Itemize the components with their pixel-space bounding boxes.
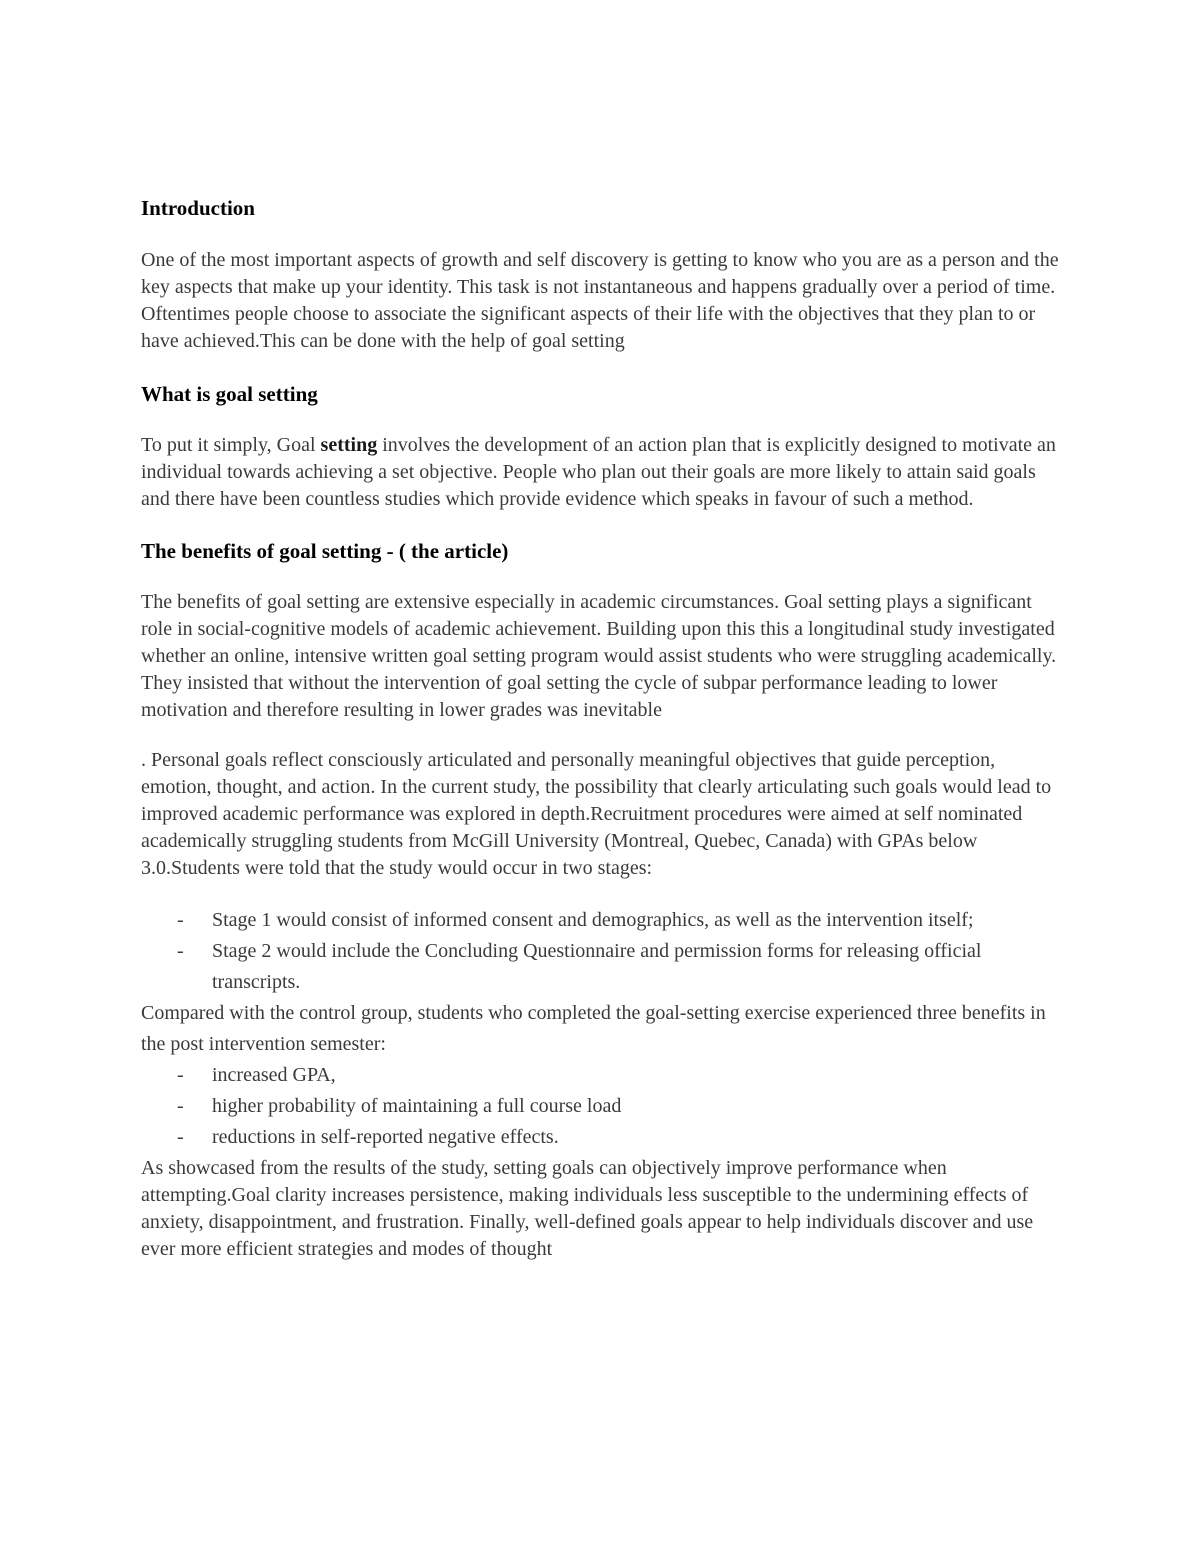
document-page <box>141 194 1061 1263</box>
dash-bullet: - <box>177 1064 184 1086</box>
list-item <box>141 936 1061 998</box>
list-item-text: reductions in self-reported negative effects. <box>212 1126 559 1148</box>
list-item-text: Stage 2 would include the Concluding Questionnaire and permission forms for releasing official transcripts. <box>212 940 982 993</box>
list-item <box>141 1060 1061 1091</box>
list-item <box>141 1122 1061 1153</box>
what-is-goal-setting-paragraph <box>141 432 1061 513</box>
conclusion-paragraph: As showcased from the results of the study, setting goals can objectively improve performance when attempting.Goal clarity increases persistence, making individuals less susceptible to the undermining effects of anxiety, disappointment, and frustration. Finally, well-defined goals appear to help individuals discover and use ever more efficient strategies and modes of thought <box>141 1157 1034 1260</box>
introduction-paragraph: One of the most important aspects of growth and self discovery is getting to know who you are as a person and the key aspects that make up your identity. This task is not instantaneous and happens gradually over a period of time. Oftentimes people choose to associate the significant aspects of their life with the objectives that they plan to or have achieved.This can be done with the help of goal setting <box>141 249 1059 352</box>
compared-paragraph: Compared with the control group, students who completed the goal-setting exercise experienced three benefits in the post intervention semester: <box>141 1002 1046 1055</box>
results-list <box>141 1060 1061 1153</box>
stages-list <box>141 905 1061 998</box>
list-item-text: increased GPA, <box>212 1064 336 1086</box>
paragraph-text-end: involves the development of an action plan that is explicitly designed to motivate an individual towards achieving a set objective. People who plan out their goals are more likely to attain said goals and there have been countless studies which provide evidence which speaks in favour of such a method. <box>141 434 1056 510</box>
benefits-heading: The benefits of goal setting - ( the article) <box>141 539 509 563</box>
dash-bullet: - <box>177 1126 184 1148</box>
list-item <box>141 905 1061 936</box>
what-is-goal-setting-heading: What is goal setting <box>141 382 318 406</box>
dash-bullet: - <box>177 940 184 962</box>
list-item-text: higher probability of maintaining a full course load <box>212 1095 622 1117</box>
dash-bullet: - <box>177 1095 184 1117</box>
benefits-paragraph-1: The benefits of goal setting are extensive especially in academic circumstances. Goal setting plays a significant role in social-cognitive models of academic achievement. Building upon this this a longitudinal study investigated whether an online, intensive written goal setting program would assist students who were struggling academically. They insisted that without the intervention of goal setting the cycle of subpar performance leading to lower motivation and therefore resulting in lower grades was inevitable <box>141 591 1057 721</box>
introduction-heading: Introduction <box>141 196 255 220</box>
bold-term: setting <box>320 434 378 456</box>
benefits-paragraph-2: . Personal goals reflect consciously articulated and personally meaningful objectives that guide perception, emotion, thought, and action. In the current study, the possibility that clearly articulating such goals would lead to improved academic performance was explored in depth.Recruitment procedures were aimed at self nominated academically struggling students from McGill University (Montreal, Quebec, Canada) with GPAs below 3.0.Students were told that the study would occur in two stages: <box>141 749 1052 879</box>
list-item-text: Stage 1 would consist of informed consent and demographics, as well as the intervention itself; <box>212 909 974 931</box>
list-item <box>141 1091 1061 1122</box>
dash-bullet: - <box>177 909 184 931</box>
paragraph-text-start: To put it simply, Goal <box>141 434 321 456</box>
